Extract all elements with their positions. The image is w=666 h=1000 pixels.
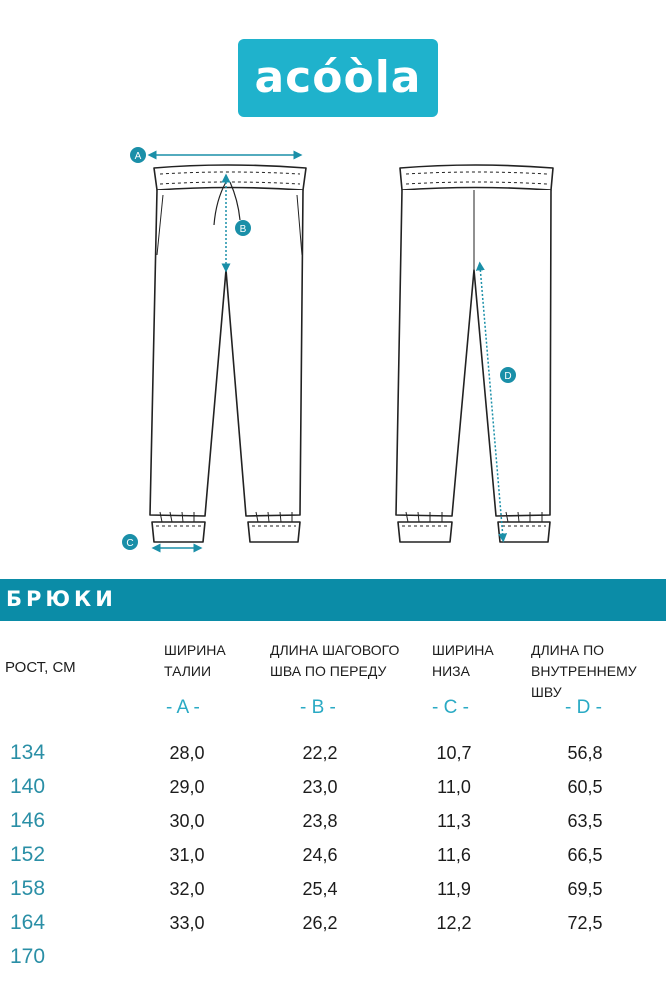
value-d: 60,5 — [567, 777, 603, 797]
column-b-header-line1: ДЛИНА ШАГОВОГО — [270, 642, 400, 658]
column-c-header — [432, 640, 494, 682]
section-title: БРЮКИ — [6, 587, 117, 611]
pants-back-view — [396, 165, 553, 542]
value-a: 32,0 — [169, 879, 205, 899]
value-c: 11,6 — [437, 845, 471, 865]
column-d-header — [531, 640, 666, 703]
marker-c-label: C — [126, 538, 134, 549]
column-b-letter: - B - — [300, 697, 336, 718]
column-c-header-line1: ШИРИНА — [432, 642, 494, 658]
pants-front-view — [150, 165, 306, 542]
marker-d-label: D — [504, 371, 512, 382]
row-height: 164 — [10, 911, 46, 934]
row-height: 170 — [10, 945, 46, 968]
marker-a-label: A — [134, 151, 142, 162]
column-b-header — [270, 640, 399, 682]
brand-logo — [238, 39, 438, 117]
row-height: 158 — [10, 877, 46, 900]
value-d: 66,5 — [567, 845, 603, 865]
value-b: 25,4 — [302, 879, 338, 899]
value-c: 10,7 — [436, 743, 472, 763]
value-c: 11,0 — [437, 777, 471, 797]
row-height: 134 — [10, 741, 46, 764]
value-c: 12,2 — [436, 913, 472, 933]
column-d-header-line1: ДЛИНА ПО — [531, 642, 605, 658]
value-d: 69,5 — [567, 879, 603, 899]
row-height: 140 — [10, 775, 46, 798]
column-d-header-line2: ВНУТРЕННЕМУ ШВУ — [531, 663, 637, 700]
value-a: 29,0 — [169, 777, 205, 797]
value-c: 11,3 — [437, 811, 471, 831]
value-a: 33,0 — [169, 913, 205, 933]
row-height: 146 — [10, 809, 46, 832]
brand-logo-text: acóòla — [254, 52, 422, 103]
column-b-header-line2: ШВА ПО ПЕРЕДУ — [270, 663, 387, 679]
value-b: 24,6 — [302, 845, 338, 865]
column-a-header-line1: ШИРИНА — [164, 642, 226, 658]
value-b: 22,2 — [302, 743, 338, 763]
value-b: 26,2 — [302, 913, 338, 933]
column-c-header-line2: НИЗА — [432, 663, 470, 679]
value-b: 23,8 — [302, 811, 338, 831]
column-d-letter: - D - — [565, 697, 602, 718]
marker-b-label: B — [239, 224, 247, 235]
value-a: 31,0 — [169, 845, 205, 865]
pants-diagram — [0, 130, 666, 570]
row-height: 152 — [10, 843, 46, 866]
column-c-letter: - C - — [432, 697, 469, 718]
value-c: 11,9 — [437, 879, 471, 899]
value-b: 23,0 — [302, 777, 338, 797]
section-banner — [0, 579, 666, 621]
value-d: 63,5 — [567, 811, 603, 831]
column-a-header-line2: ТАЛИИ — [164, 663, 212, 679]
value-a: 30,0 — [169, 811, 205, 831]
value-d: 72,5 — [567, 913, 603, 933]
value-d: 56,8 — [567, 743, 603, 763]
value-a: 28,0 — [169, 743, 205, 763]
column-a-letter: - A - — [166, 697, 200, 718]
height-column-header: РОСТ, СМ — [5, 659, 76, 676]
column-a-header — [164, 640, 226, 682]
